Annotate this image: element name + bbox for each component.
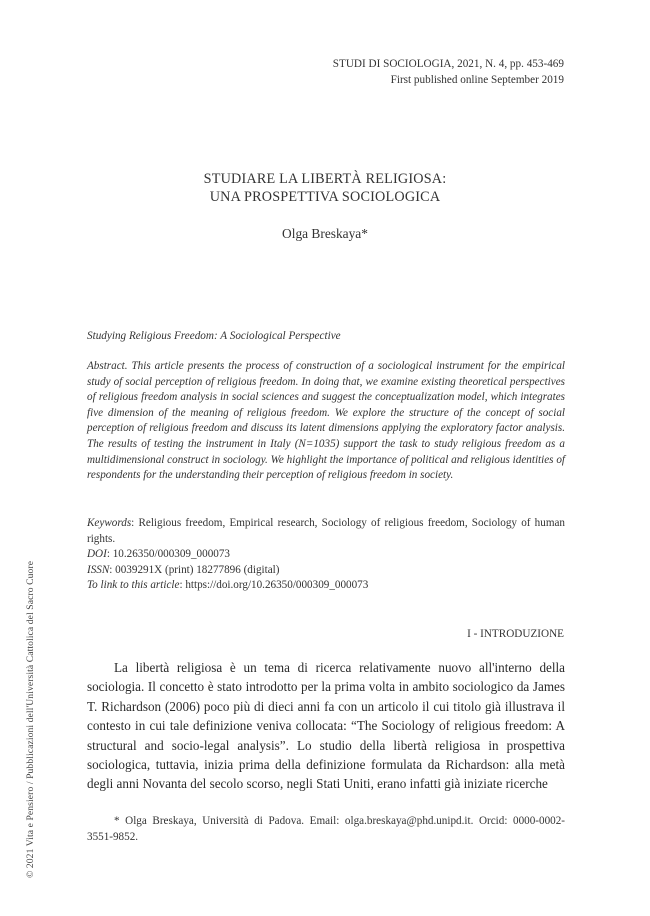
section-heading: I - INTRODUZIONE [467, 628, 564, 640]
link-value[interactable]: : https://doi.org/10.26350/000309_000073 [179, 579, 369, 592]
link-line [87, 578, 565, 594]
article-title-line-1: STUDIARE LA LIBERTÀ RELIGIOSA: [203, 171, 447, 187]
issn-value: : 0039291X (print) 18277896 (digital) [109, 563, 280, 576]
article-title-line-2: UNA PROSPETTIVA SOCIOLOGICA [209, 189, 441, 205]
journal-citation: STUDI DI SOCIOLOGIA, 2021, N. 4, pp. 453-469 [332, 58, 564, 70]
article-metadata [87, 516, 565, 594]
copyright-side-note: © 2021 Vita e Pensiero / Pubblicazioni dell'Università Cattolica del Sacro Cuore [25, 560, 36, 878]
keywords-value: : Religious freedom, Empirical research, Sociology of religious freedom, Sociology of human rights. [87, 517, 565, 545]
journal-header [333, 56, 564, 88]
body-paragraph: La libertà religiosa è un tema di ricerca relativamente nuovo all'interno della sociologia. Il concetto è stato introdotto per la prima volta in ambito sociologico da James T. Richardson (2006) poco più di dieci anni fa con un articolo il cui titolo già illustrava il contesto in cui tale definizione veniva collocata: “The Sociology of religious freedom: A structural and socio-legal analysis”. Lo studio della libertà religiosa in prospettiva sociologica, tuttavia, inizia prima della definizione formulata da Richardson: alla metà degli anni Novanta del secolo scorso, negli Stati Uniti, erano infatti già iniziate ricerche [87, 660, 565, 792]
issn-label: ISSN [87, 563, 110, 576]
issn-line [87, 563, 565, 579]
english-title: Studying Religious Freedom: A Sociological Perspective [87, 330, 341, 342]
author-footnote: * Olga Breskaya, Università di Padova. Email: olga.breskaya@phd.unipd.it. Orcid: 0000-0002-3551-9852. [87, 815, 565, 843]
doi-line [87, 547, 565, 563]
link-label: To link to this article [87, 579, 180, 592]
doi-value: : 10.26350/000309_000073 [106, 548, 230, 561]
article-title [0, 170, 650, 206]
author-name: Olga Breskaya* [282, 226, 368, 241]
doi-label: DOI [87, 548, 107, 561]
abstract: Abstract. This article presents the process of construction of a sociological instrument for the empirical study of social perception of religious freedom. In doing that, we examine existing theoretical perspectives of religious freedom analysis in social sciences and suggest the conceptualization model, which integrates five dimension of the meaning of religious freedom. We explore the structure of the concept of social perception of religious freedom and discuss its latent dimensions applying the exploratory factor analysis. The results of testing the instrument in Italy (N=1035) support the task to study religious freedom as a multidimensional construct in sociology. We highlight the importance of political and religious identities of respondents for the understanding their perception of religious freedom in society. [87, 360, 565, 482]
publication-date: First published online September 2019 [390, 74, 564, 86]
keywords-label: Keywords [87, 517, 132, 529]
keywords-line [87, 516, 565, 547]
